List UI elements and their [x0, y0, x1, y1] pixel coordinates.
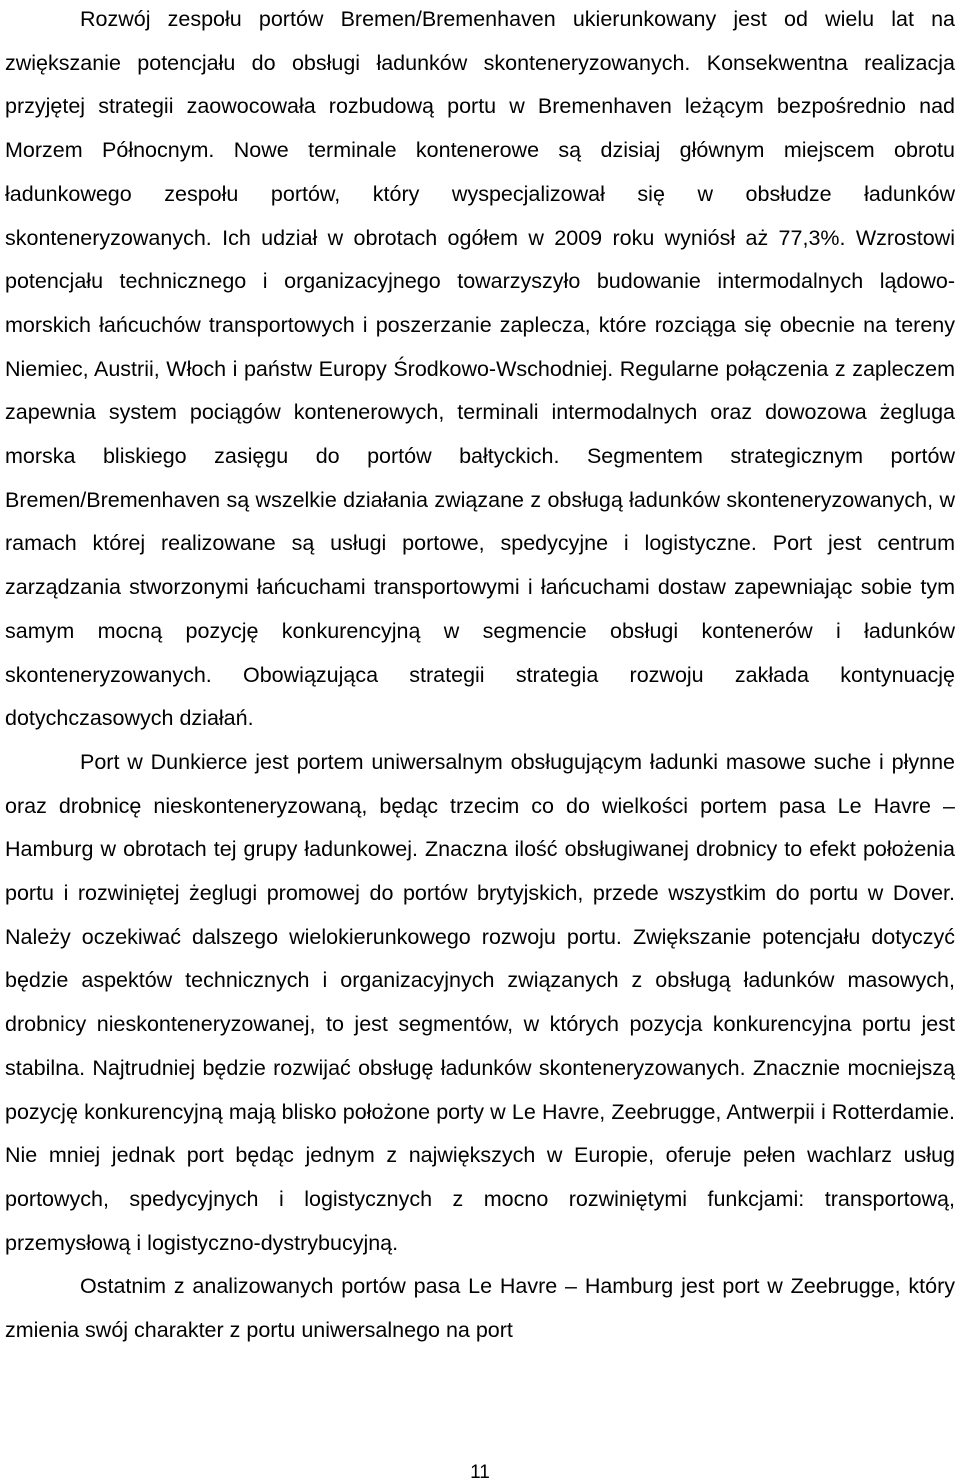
paragraph-bremen: Rozwój zespołu portów Bremen/Bremenhaven ukierunkowany jest od wielu lat na zwiększanie potencjału do obsługi ładunków skonteneryzowanych. Konsekwentna realizacja przyjętej strategii zaowocowała rozbudową portu w Bremenhaven leżącym bezpośrednio nad Morzem Północnym. Nowe terminale kontenerowe są dzisiaj głównym miejscem obrotu ładunkowego zespołu portów, który wyspecjalizował się w obsłudze ładunków skonteneryzowanych. Ich udział w obrotach ogółem w 2009 roku wyniósł aż 77,3%. Wzrostowi potencjału technicznego i organizacyjnego towarzyszyło budowanie intermodalnych lądowo-morskich łańcuchów transportowych i poszerzanie zaplecza, które rozciąga się obecnie na tereny Niemiec, Austrii, Włoch i państw Europy Środkowo-Wschodniej. Regularne połączenia z zapleczem zapewnia system pociągów kontenerowych, terminali intermodalnych oraz dowozowa żegluga morska bliskiego zasięgu do portów bałtyckich. Segmentem strategicznym portów Bremen/Bremenhaven są wszelkie działania związane z obsługą ładunków skonteneryzowanych, w ramach której realizowane są usługi portowe, spedycyjne i logistyczne. Port jest centrum zarządzania stworzonymi łańcuchami transportowymi i łańcuchami dostaw zapewniając sobie tym samym mocną pozycję konkurencyjną w segmencie obsługi kontenerów i ładunków skonteneryzowanych. Obowiązująca strategii strategia rozwoju zakłada kontynuację dotychczasowych działań. — [5, 7, 955, 731]
paragraph-dunkierka: Port w Dunkierce jest portem uniwersalnym obsługującym ładunki masowe suche i płynne oraz drobnicę nieskonteneryzowaną, będąc trzecim co do wielkości portem pasa Le Havre – Hamburg w obrotach tej grupy ładunkowej. Znaczna ilość obsługiwanej drobnicy to efekt położenia portu i rozwiniętej żeglugi promowej do portów brytyjskich, przede wszystkim do portu w Dover. Należy oczekiwać dalszego wielokierunkowego rozwoju portu. Zwiększanie potencjału dotyczyć będzie aspektów technicznych i organizacyjnych związanych z obsługą ładunków masowych, drobnicy nieskonteneryzowanej, to jest segmentów, w których pozycja konkurencyjna portu jest stabilna. Najtrudniej będzie rozwijać obsługę ładunków skonteneryzowanych. Znacznie mocniejszą pozycję konkurencyjną mają blisko położone porty w Le Havre, Zeebrugge, Antwerpii i Rotterdamie. Nie mniej jednak port będąc jednym z największych w Europie, oferuje pełen wachlarz usług portowych, spedycyjnych i logistycznych z mocno rozwiniętymi funkcjami: transportową, przemysłową i logistyczno-dystrybucyjną. — [5, 749, 955, 1255]
page-number: 11 — [470, 1462, 490, 1483]
document-page — [5, 0, 955, 1353]
paragraph-zeebrugge: Ostatnim z analizowanych portów pasa Le Havre – Hamburg jest port w Zeebrugge, który zmienia swój charakter z portu uniwersalnego na port — [5, 1274, 955, 1343]
